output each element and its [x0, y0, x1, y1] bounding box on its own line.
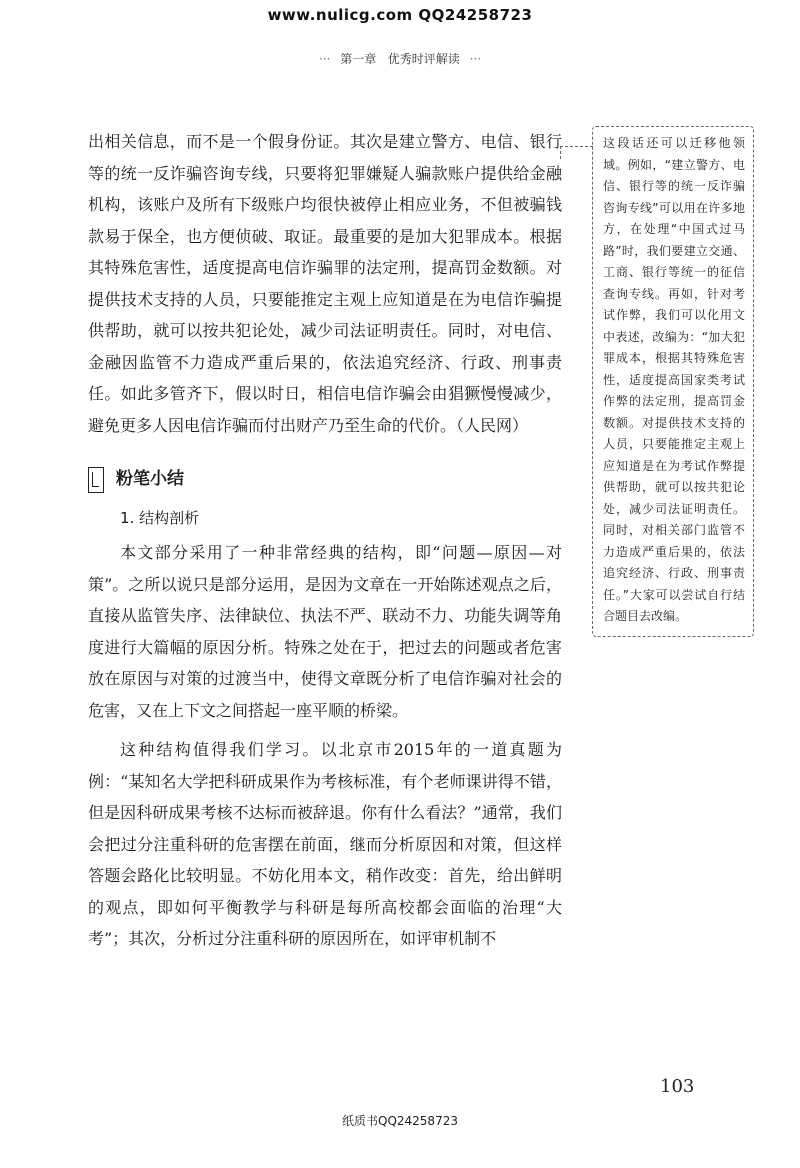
body-paragraph: 这种结构值得我们学习。以北京市2015年的一道真题为例：“某知名大学把科研成果作为考核标准，有个老师课讲得不错，但是因科研成果考核不达标而被辞退。你有什么看法？”通常，我们会把过分注重科研的危害摆在前面，继而分析原因和对策，但这样答题会路化比较明显。不妨化用本文，稍作改变：首先，给出鲜明的观点，即如何平衡教学与科研是每所高校都会面临的治理“大考”；其次，分析过分注重科研的原因所在，如评审机制不	[88, 740, 562, 948]
sub-heading: 1. 结构剖析	[120, 509, 200, 527]
bottom-watermark: 纸质书QQ24258723	[342, 1114, 458, 1128]
top-watermark: www.nulicg.com QQ24258723	[267, 6, 533, 24]
header-dots-right: ···	[469, 52, 482, 66]
section-title: 粉笔小结	[116, 469, 184, 490]
running-header	[0, 50, 800, 67]
body-paragraph: 本文部分采用了一种非常经典的结构，即“问题—原因—对策”。之所以说只是部分运用，是因为文章在一开始陈述观点之后，直接从监管失序、法律缺位、执法不严、联动不力、功能失调等角度进行大篇幅的原因分析。特殊之处在于，把过去的问题或者危害放在原因与对策的过渡当中，使得文章既分析了电信诈骗对社会的危害，又在上下文之间搭起一座平顺的桥梁。	[88, 543, 562, 720]
main-text	[88, 126, 562, 955]
page-number: 103	[660, 1076, 695, 1097]
chapter-label: 第一章	[340, 52, 377, 66]
side-note: 这段话还可以迁移他领域。例如，“建立警方、电信、银行等的统一反诈骗咨询专线”可以用在许多地方，在处理“中国式过马路”时，我们要建立交通、工商、银行等统一的征信查询专线。再如，针对考试作弊，我们可以化用文中表述，改编为：“加大犯罪成本，根据其特殊危害性，适度提高国家类考试作弊的法定刑，提高罚金数额。对提供技术支持的人员，只要能推定主观上应知道是在为考试作弊提供帮助，就可以按共犯论处，减少司法证明责任。同时，对相关部门监管不力造成严重后果的，依法追究经济、行政、刑事责任。”大家可以尝试自行结合题目去改编。	[592, 126, 754, 637]
note-connector	[560, 146, 593, 159]
header-dots-left: ···	[318, 52, 331, 66]
chalk-icon	[88, 467, 104, 493]
section-heading	[88, 463, 562, 497]
body-paragraph: 出相关信息，而不是一个假身份证。其次是建立警方、电信、银行等的统一反诈骗咨询专线，只要将犯罪嫌疑人骗款账户提供给金融机构，该账户及所有下级账户均很快被停止相应业务，不但被骗钱款易于保全，也方便侦破、取证。最重要的是加大犯罪成本。根据其特殊危害性，适度提高电信诈骗罪的法定刑，提高罚金数额。对提供技术支持的人员，只要能推定主观上应知道是在为电信诈骗提供帮助，就可以按共犯论处，减少司法证明责任。同时，对电信、金融因监管不力造成严重后果的，依法追究经济、行政、刑事责任。如此多管齐下，假以时日，相信电信诈骗会由猖獗慢慢减少，避免更多人因电信诈骗而付出财产乃至生命的代价。（人民网）	[88, 132, 562, 435]
chapter-title: 优秀时评解读	[387, 52, 460, 66]
